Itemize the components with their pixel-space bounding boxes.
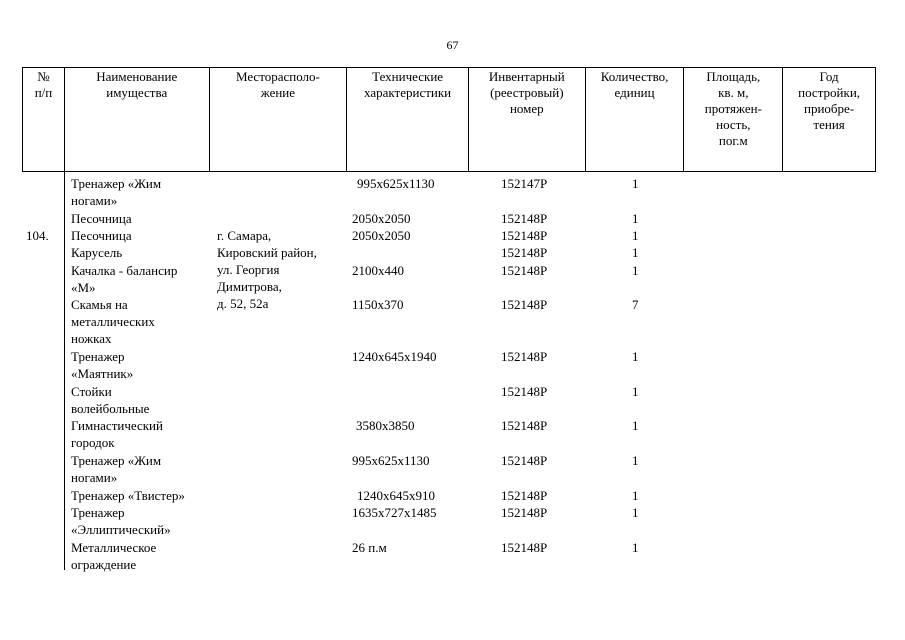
item-quantity: 1: [632, 418, 639, 433]
item-quantity: 1: [632, 488, 639, 503]
item-quantity: 1: [632, 453, 639, 468]
header-year: Год постройки, приобре- тения: [798, 69, 861, 132]
item-inventory-number: 152148Р: [501, 349, 548, 364]
item-inventory-number: 152148Р: [501, 418, 548, 433]
header-name: Наименование имущества: [65, 68, 210, 171]
item-quantity: 1: [632, 211, 639, 226]
item-quantity: 1: [632, 228, 639, 243]
entry-number: 104.: [26, 228, 49, 243]
header-number: № п/п: [23, 68, 65, 171]
item-name: Стойки волейбольные: [71, 384, 150, 416]
item-quantity: 1: [632, 505, 639, 520]
header-inventory: Инвентарный (реестровый) номер: [469, 68, 586, 171]
item-inventory-number: 152148Р: [501, 453, 548, 468]
item-inventory-number: 152148Р: [501, 297, 548, 312]
item-name: Тренажер «Маятник»: [71, 349, 134, 381]
item-quantity: 1: [632, 176, 639, 191]
item-quantity: 1: [632, 245, 639, 260]
item-tech: 2050х2050: [352, 211, 411, 226]
table-header: [22, 67, 876, 172]
item-name: Тренажер «Жим ногами»: [71, 176, 162, 208]
header-tech: Технические характеристики: [347, 68, 469, 171]
item-inventory-number: 152148Р: [501, 505, 548, 520]
item-inventory-number: 152148Р: [501, 488, 548, 503]
item-name: Песочница: [71, 228, 132, 243]
item-inventory-number: 152148Р: [501, 540, 548, 555]
item-tech: 1240х645х910: [357, 488, 435, 503]
item-quantity: 1: [632, 263, 639, 278]
item-tech: 1150х370: [352, 297, 404, 312]
item-tech: 26 п.м: [352, 540, 387, 555]
item-inventory-number: 152148Р: [501, 263, 548, 278]
item-inventory-number: 152148Р: [501, 245, 548, 260]
item-name: Тренажер «Жим ногами»: [71, 453, 162, 485]
item-inventory-number: 152147Р: [501, 176, 548, 191]
item-name: Скамья на металлических ножках: [71, 297, 155, 346]
item-tech: 2050х2050: [352, 228, 411, 243]
item-name: Тренажер «Твистер»: [71, 488, 185, 503]
item-name: Гимнастический городок: [71, 418, 163, 450]
item-tech: 995х625х1130: [357, 176, 435, 191]
item-name: Карусель: [71, 245, 123, 260]
item-tech: 1240х645х1940: [352, 349, 437, 364]
header-location: Месторасполо- жение: [210, 68, 348, 171]
header-area: Площадь, кв. м, протяжен- ность, пог.м: [684, 68, 783, 171]
item-quantity: 1: [632, 384, 639, 399]
item-name: Качалка - балансир «М»: [71, 263, 178, 295]
item-tech: 1635х727х1485: [352, 505, 437, 520]
header-quantity: Количество, единиц: [586, 68, 685, 171]
item-quantity: 1: [632, 349, 639, 364]
page-number: 67: [446, 38, 459, 52]
item-inventory-number: 152148Р: [501, 384, 548, 399]
item-name: Песочница: [71, 211, 132, 226]
item-inventory-number: 152148Р: [501, 228, 548, 243]
item-tech: 995х625х1130: [352, 453, 430, 468]
item-name: Металлическое ограждение: [71, 540, 157, 572]
item-inventory-number: 152148Р: [501, 211, 548, 226]
item-tech: 2100х440: [352, 263, 404, 278]
item-name: Тренажер «Эллиптический»: [71, 505, 171, 537]
column-divider: [64, 172, 65, 570]
item-quantity: 7: [632, 297, 639, 312]
item-quantity: 1: [632, 540, 639, 555]
entry-location: г. Самара, Кировский район, ул. Георгия Димитрова, д. 52, 52а: [217, 228, 317, 311]
item-tech: 3580х3850: [356, 418, 415, 433]
